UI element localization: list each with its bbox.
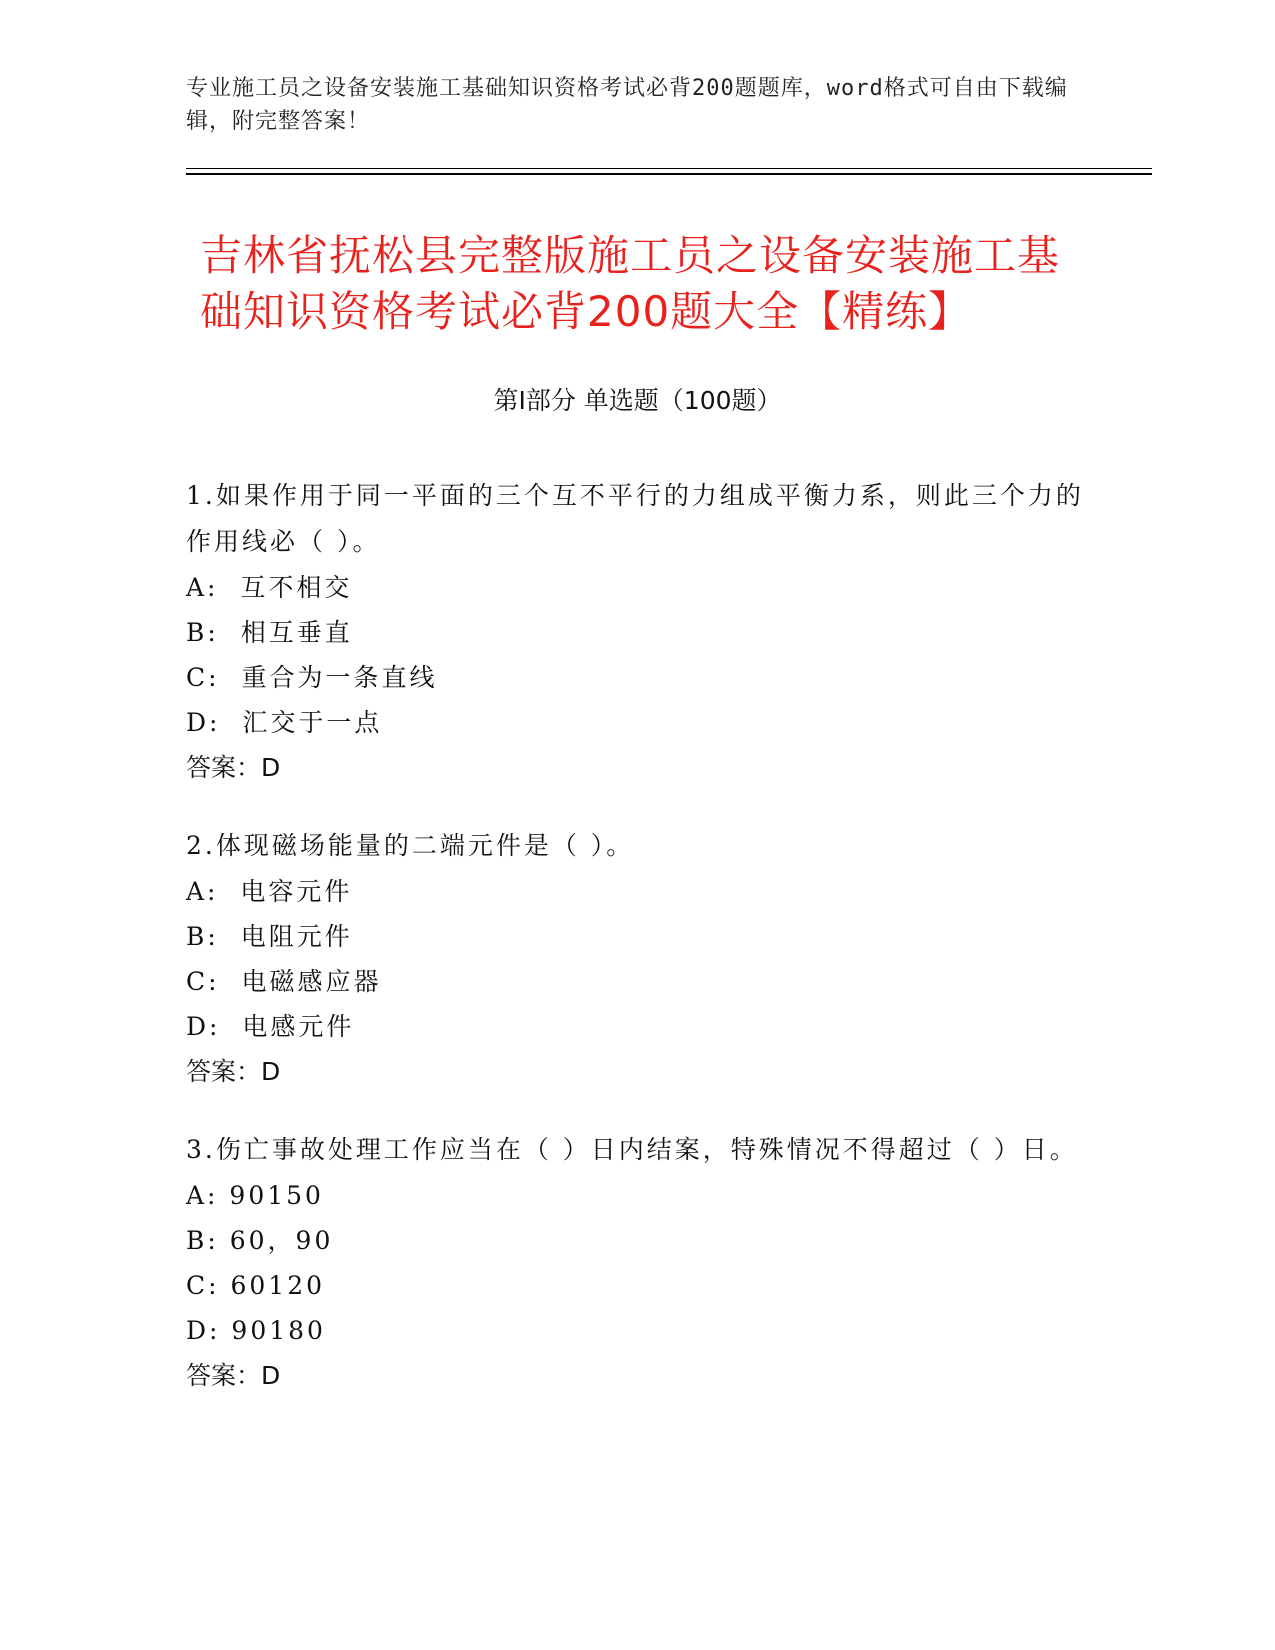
option-c: C: 电磁感应器 xyxy=(186,967,382,996)
option-b: B: 电阻元件 xyxy=(186,922,353,951)
header-divider-top xyxy=(186,168,1152,169)
header-note: 专业施工员之设备安装施工基础知识资格考试必背200题题库，word格式可自由下载编辑，附完整答案！ xyxy=(186,76,1068,134)
option-a: A: 90150 xyxy=(186,1181,324,1210)
question-stem: 1.如果作用于同一平面的三个互不平行的力组成平衡力系，则此三个力的作用线必（ ）。 xyxy=(186,481,1084,556)
option-c: C: 60120 xyxy=(186,1271,326,1300)
question-3 xyxy=(186,1127,1086,1398)
question-stem: 3.伤亡事故处理工作应当在（ ）日内结案，特殊情况不得超过（ ）日。 xyxy=(186,1135,1078,1164)
option-d: D: 汇交于一点 xyxy=(186,708,383,737)
option-d: D: 90180 xyxy=(186,1316,326,1345)
answer: 答案：D xyxy=(186,753,281,782)
answer: 答案：D xyxy=(186,1057,281,1086)
header-divider-bottom xyxy=(186,173,1152,175)
option-d: D: 电感元件 xyxy=(186,1012,355,1041)
question-list xyxy=(186,473,1086,1431)
answer: 答案：D xyxy=(186,1361,281,1390)
question-2 xyxy=(186,823,1086,1094)
section-heading: 第Ⅰ部分 单选题（100题） xyxy=(493,386,782,415)
question-1 xyxy=(186,473,1086,790)
question-stem: 2.体现磁场能量的二端元件是（ ）。 xyxy=(186,831,635,860)
option-a: A: 互不相交 xyxy=(186,573,353,602)
option-b: B: 相互垂直 xyxy=(186,618,353,647)
option-b: B: 60，90 xyxy=(186,1226,334,1255)
option-a: A: 电容元件 xyxy=(186,877,353,906)
document-title: 吉林省抚松县完整版施工员之设备安装施工基础知识资格考试必背200题大全【精练】 xyxy=(200,231,1061,336)
option-c: C: 重合为一条直线 xyxy=(186,663,438,692)
